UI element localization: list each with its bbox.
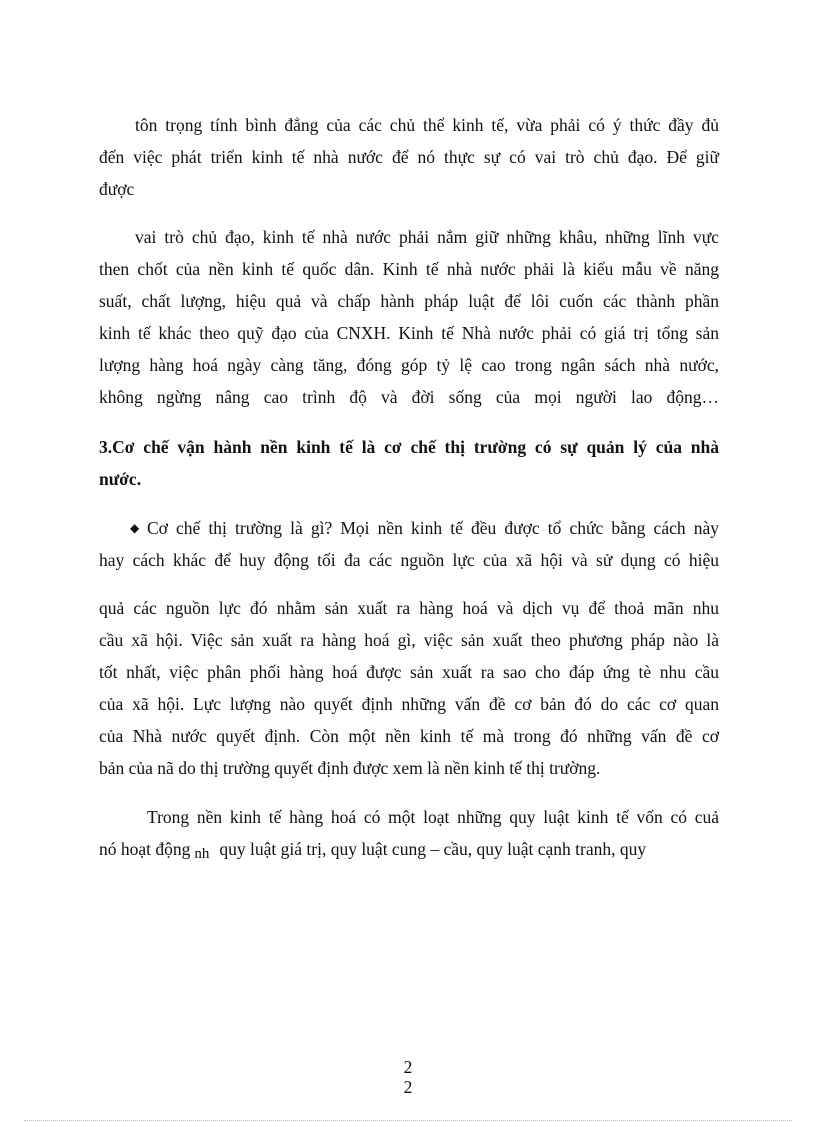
paragraph-4-line-5: của Nhà nước quyết định. Còn một nền kinh tế mà trong đó những vấn đề cơ [99, 726, 719, 746]
paragraph-4-line-3: tốt nhất, việc phân phối hàng hoá được sản xuất ra sao cho đáp ứng tè nhu cầu [99, 662, 719, 682]
paragraph-4-line-4: của xã hội. Lực lượng nào quyết định những vấn đề cơ bản đó do các cơ quan [99, 694, 719, 714]
paragraph-2-line-6: không ngừng nâng cao trình độ và đời sống của mọi người lao động… [99, 387, 719, 407]
paragraph-2-line-2: then chốt của nền kinh tế quốc dân. Kinh tế nhà nước phải là kiểu mẫu về năng [99, 259, 719, 279]
paragraph-5-line-2-fragment: nh [194, 846, 210, 862]
paragraph-1-line-2: đến việc phát triển kinh tế nhà nước để nó thực sự có vai trò chủ đạo. Để giữ [99, 147, 719, 167]
paragraph-3-line-1-text: Cơ chế thị trường là gì? Mọi nền kinh tế đều được tổ chức bằng cách này [146, 518, 720, 538]
paragraph-1-line-1: tôn trọng tính bình đẳng của các chủ thể kinh tế, vừa phải có ý thức đầy đủ [135, 115, 719, 135]
paragraph-5-line-1: Trong nền kinh tế hàng hoá có một loạt những quy luật kinh tế vốn có cuả [147, 807, 719, 827]
paragraph-5-line-2-end: quy luật giá trị, quy luật cung – cầu, quy luật cạnh tranh, quy [219, 839, 647, 859]
paragraph-5-line-2 [99, 838, 719, 862]
paragraph-3-line-1 [130, 517, 719, 541]
paragraph-2-line-4: kinh tế khác theo quỹ đạo của CNXH. Kinh tế Nhà nước phải có giá trị tổng sản [99, 323, 719, 343]
paragraph-1-line-3: được [99, 179, 135, 199]
paragraph-5-line-2-start: nó hoạt động [99, 839, 191, 859]
paragraph-4-line-1: quả các nguồn lực đó nhằm sản xuất ra hàng hoá và dịch vụ để thoả mãn nhu [99, 598, 719, 618]
paragraph-4-line-2: cầu xã hội. Việc sản xuất ra hàng hoá gì, việc sản xuất theo phương pháp nào là [99, 630, 719, 650]
paragraph-4-line-6: bản của nã do thị trường quyết định được xem là nền kinh tế thị trường. [99, 758, 601, 778]
paragraph-2-line-3: suất, chất lượng, hiệu quả và chấp hành pháp luật để lôi cuốn các thành phần [99, 291, 719, 311]
diamond-bullet-icon: ◆ [130, 521, 143, 535]
section-heading-line-2: nước. [99, 469, 142, 489]
page-number-bottom: 2 [403, 1077, 413, 1097]
paragraph-2-line-1: vai trò chủ đạo, kinh tế nhà nước phải nắm giữ những khâu, những lĩnh vực [135, 227, 719, 247]
paragraph-3-line-2: hay cách khác để huy động tối đa các nguồn lực của xã hội và sử dụng có hiệu [99, 550, 719, 570]
page-number-top: 2 [403, 1057, 413, 1077]
section-heading-line-1: 3.Cơ chế vận hành nền kinh tế là cơ chế thị trường có sự quản lý của nhà [99, 437, 719, 457]
page-bottom-divider [24, 1120, 792, 1121]
paragraph-2-line-5: lượng hàng hoá ngày càng tăng, đóng góp tỷ lệ cao trong ngân sách nhà nước, [99, 355, 719, 375]
